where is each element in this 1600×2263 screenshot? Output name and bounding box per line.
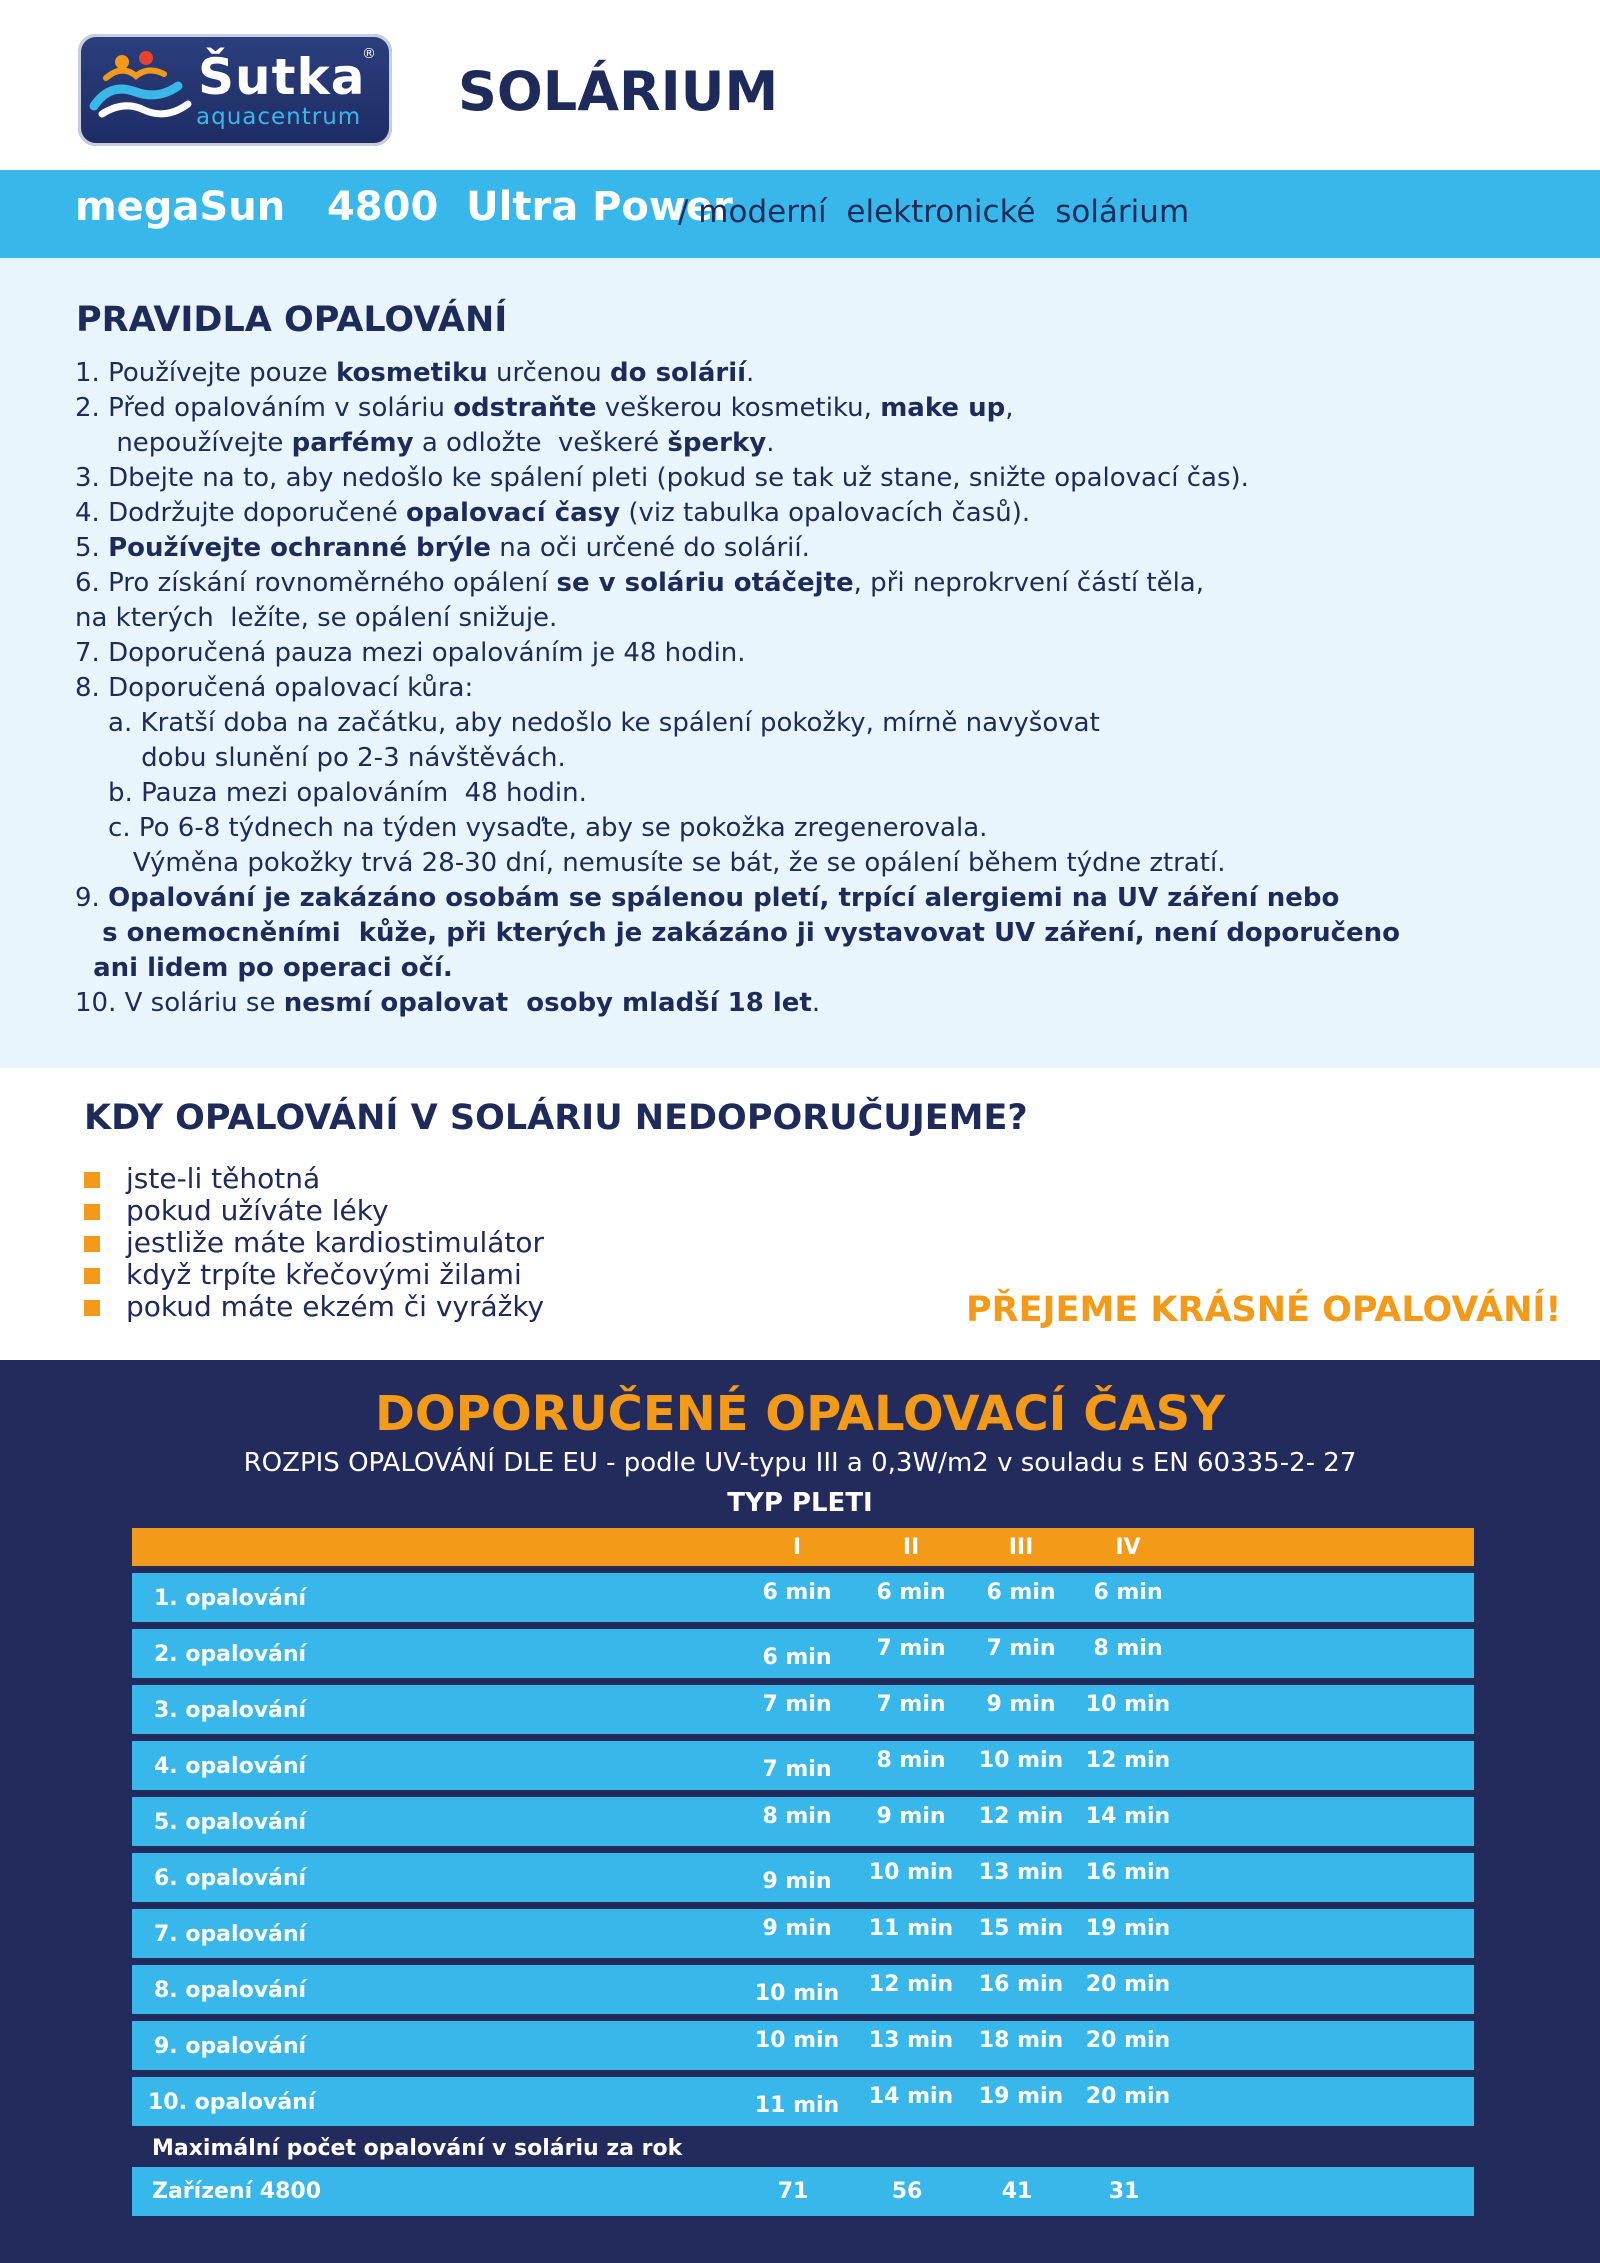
rule-text: 1. Používejte pouze (75, 358, 336, 388)
rule-line (75, 601, 557, 635)
session-label: 9. opalování (154, 2034, 307, 2059)
logo-subtitle: aquacentrum (196, 104, 362, 130)
session-label: 6. opalování (154, 1866, 307, 1891)
rule-text: do solárií (610, 358, 747, 388)
time-cell: 12 min (1085, 1748, 1171, 1773)
product-subtitle: / moderní elektronické solárium (678, 194, 1190, 230)
rule-text: 6. Pro získání rovnoměrného opálení (75, 568, 557, 598)
time-cell: 9 min (762, 1916, 832, 1941)
not-recommended-item: jestliže máte kardiostimulátor (126, 1226, 545, 1259)
rule-text: 2. Před opalováním v soláriu (75, 393, 454, 423)
time-cell: 16 min (978, 1972, 1064, 1997)
time-cell: 9 min (876, 1804, 946, 1829)
rule-text: . (766, 428, 775, 458)
rule-text: Výměna pokožky trvá 28-30 dní, nemusíte se bát, že se opálení během týdne ztratí. (75, 848, 1226, 878)
rule-text: na kterých ležíte, se opálení snižuje. (75, 603, 558, 633)
rule-text: 4. Dodržujte doporučené (75, 498, 407, 528)
time-cell: 8 min (876, 1748, 946, 1773)
time-cell: 10 min (754, 2028, 840, 2053)
product-band (0, 170, 1600, 258)
rule-line (75, 531, 810, 565)
time-cell: 9 min (986, 1692, 1056, 1717)
device-label: Zařízení 4800 (152, 2179, 322, 2204)
rule-text: veškerou kosmetiku, (596, 393, 881, 423)
session-label: 10. opalování (148, 2090, 316, 2115)
session-label: 4. opalování (154, 1754, 307, 1779)
rule-text: 3. Dbejte na to, aby nedošlo ke spálení pleti (pokud se tak už stane, snižte opalovací čas). (75, 463, 1249, 493)
time-cell: 20 min (1085, 1972, 1171, 1997)
skin-type-label: TYP PLETI (727, 1488, 873, 1518)
rule-line (75, 846, 1225, 880)
rule-text: make up (880, 393, 1006, 423)
max-sessions-cell: 31 (1108, 2179, 1140, 2204)
not-recommended-item: pokud užíváte léky (126, 1194, 389, 1227)
session-label: 3. opalování (154, 1698, 307, 1723)
rule-line (75, 916, 1400, 950)
page-title: SOLÁRIUM (458, 60, 779, 123)
bullet-square-icon (84, 1172, 100, 1188)
time-cell: 9 min (762, 1869, 832, 1894)
time-cell: 16 min (1085, 1860, 1171, 1885)
rule-text: 9. (75, 883, 109, 913)
rule-text: a odložte veškeré (413, 428, 668, 458)
rule-text: . (811, 988, 821, 1018)
time-cell: 6 min (762, 1645, 832, 1670)
rule-text: , při neprokrvení částí těla, (853, 568, 1205, 598)
rule-line (75, 426, 774, 460)
sutka-logo (78, 34, 392, 146)
not-recommended-item: jste-li těhotná (126, 1162, 321, 1195)
skin-type-column-header: II (902, 1535, 920, 1560)
time-cell: 14 min (1085, 1804, 1171, 1829)
logo-name: Šutka (198, 48, 366, 106)
time-cell: 10 min (868, 1860, 954, 1885)
wish-text: PŘEJEME KRÁSNÉ OPALOVÁNÍ! (966, 1290, 1562, 1330)
max-sessions-cell: 41 (1001, 2179, 1033, 2204)
time-cell: 6 min (986, 1580, 1056, 1605)
time-cell: 7 min (876, 1636, 946, 1661)
time-cell: 7 min (986, 1636, 1056, 1661)
rule-text: b. Pauza mezi opalováním 48 hodin. (75, 778, 587, 808)
rule-text: parfémy (291, 428, 414, 458)
rule-line (75, 706, 1100, 740)
times-subheading: ROZPIS OPALOVÁNÍ DLE EU - podle UV-typu III a 0,3W/m2 v souladu s EN 60335-2- 27 (243, 1448, 1357, 1478)
max-sessions-cell: 56 (891, 2179, 923, 2204)
time-cell: 19 min (978, 2084, 1064, 2109)
time-cell: 20 min (1085, 2028, 1171, 2053)
rule-text: c. Po 6-8 týdnech na týden vysaďte, aby se pokožka zregenerovala. (75, 813, 988, 843)
time-cell: 6 min (1093, 1580, 1163, 1605)
rule-line (75, 671, 473, 705)
rules-heading: PRAVIDLA OPALOVÁNÍ (76, 300, 508, 340)
rule-text: se v soláriu otáčejte (556, 568, 854, 598)
time-cell: 13 min (868, 2028, 954, 2053)
rule-text: ani lidem po operaci očí. (75, 953, 453, 983)
rule-line (75, 986, 820, 1020)
rule-line (75, 811, 987, 845)
session-label: 7. opalování (154, 1922, 307, 1947)
swimmer-wave-icon (88, 48, 198, 134)
not-recommended-heading: KDY OPALOVÁNÍ V SOLÁRIU NEDOPORUČUJEME? (84, 1098, 1028, 1138)
rule-text: , (1005, 393, 1014, 423)
rule-text: kosmetiku (335, 358, 488, 388)
rule-text: (viz tabulka opalovacích časů). (620, 498, 1031, 528)
rule-text: 8. Doporučená opalovací kůra: (75, 673, 474, 703)
time-cell: 15 min (978, 1916, 1064, 1941)
skin-type-column-header: III (1008, 1535, 1034, 1560)
rule-line (75, 776, 587, 810)
times-heading: DOPORUČENÉ OPALOVACÍ ČASY (375, 1386, 1225, 1442)
time-cell: 11 min (868, 1916, 954, 1941)
rule-line (75, 636, 746, 670)
time-cell: 12 min (868, 1972, 954, 1997)
rule-line (75, 951, 453, 985)
session-label: 8. opalování (154, 1978, 307, 2003)
rule-text: určenou (487, 358, 611, 388)
skin-type-column-header: IV (1115, 1535, 1141, 1560)
rule-line (75, 356, 754, 390)
time-cell: 12 min (978, 1804, 1064, 1829)
rule-text: na oči určené do solárií. (490, 533, 810, 563)
rule-text: Používejte ochranné brýle (108, 533, 491, 563)
rule-line (75, 391, 1014, 425)
rule-text: 5. (75, 533, 109, 563)
time-cell: 7 min (762, 1757, 832, 1782)
time-cell: 7 min (876, 1692, 946, 1717)
rule-text: s onemocněními kůže, při kterých je zakázáno ji vystavovat UV záření, není doporučeno (75, 918, 1401, 948)
time-cell: 10 min (1085, 1692, 1171, 1717)
time-cell: 8 min (762, 1804, 832, 1829)
rule-line (75, 461, 1249, 495)
time-cell: 20 min (1085, 2084, 1171, 2109)
rule-text: . (746, 358, 755, 388)
rule-line (75, 881, 1339, 915)
not-recommended-item: když trpíte křečovými žilami (126, 1258, 522, 1291)
bullet-square-icon (84, 1268, 100, 1284)
time-cell: 6 min (876, 1580, 946, 1605)
time-cell: 7 min (762, 1692, 832, 1717)
product-name: megaSun 4800 Ultra Power (75, 184, 733, 230)
time-cell: 18 min (978, 2028, 1064, 2053)
time-cell: 10 min (978, 1748, 1064, 1773)
time-cell: 13 min (978, 1860, 1064, 1885)
session-label: 1. opalování (154, 1586, 307, 1611)
rule-text: Opalování je zakázáno osobám se spálenou pletí, trpící alergiemi na UV záření nebo (108, 883, 1340, 913)
rule-text: šperky (667, 428, 767, 458)
skin-type-column-header: I (792, 1535, 802, 1560)
rule-text: nesmí opalovat osoby mladší 18 let (283, 988, 812, 1018)
time-cell: 10 min (754, 1981, 840, 2006)
bullet-square-icon (84, 1204, 100, 1220)
rule-text: a. Kratší doba na začátku, aby nedošlo ke spálení pokožky, mírně navyšovat (75, 708, 1100, 738)
time-cell: 14 min (868, 2084, 954, 2109)
time-cell: 11 min (754, 2093, 840, 2118)
rule-line (75, 741, 566, 775)
bullet-square-icon (84, 1300, 100, 1316)
registered-mark: ® (362, 46, 376, 62)
session-label: 2. opalování (154, 1642, 307, 1667)
bullet-square-icon (84, 1236, 100, 1252)
rule-text: opalovací časy (406, 498, 621, 528)
rule-text: odstraňte (453, 393, 597, 423)
not-recommended-item: pokud máte ekzém či vyrážky (126, 1290, 545, 1323)
rule-line (75, 496, 1030, 530)
time-cell: 8 min (1093, 1636, 1163, 1661)
rule-text: nepoužívejte (75, 428, 292, 458)
max-sessions-cell: 71 (777, 2179, 809, 2204)
rule-text: dobu slunění po 2-3 návštěvách. (75, 743, 566, 773)
rule-text: 10. V soláriu se (75, 988, 284, 1018)
rule-text: 7. Doporučená pauza mezi opalováním je 48 hodin. (75, 638, 746, 668)
time-cell: 6 min (762, 1580, 832, 1605)
max-sessions-label: Maximální počet opalování v soláriu za rok (152, 2136, 683, 2161)
time-cell: 19 min (1085, 1916, 1171, 1941)
session-label: 5. opalování (154, 1810, 307, 1835)
rule-line (75, 566, 1204, 600)
